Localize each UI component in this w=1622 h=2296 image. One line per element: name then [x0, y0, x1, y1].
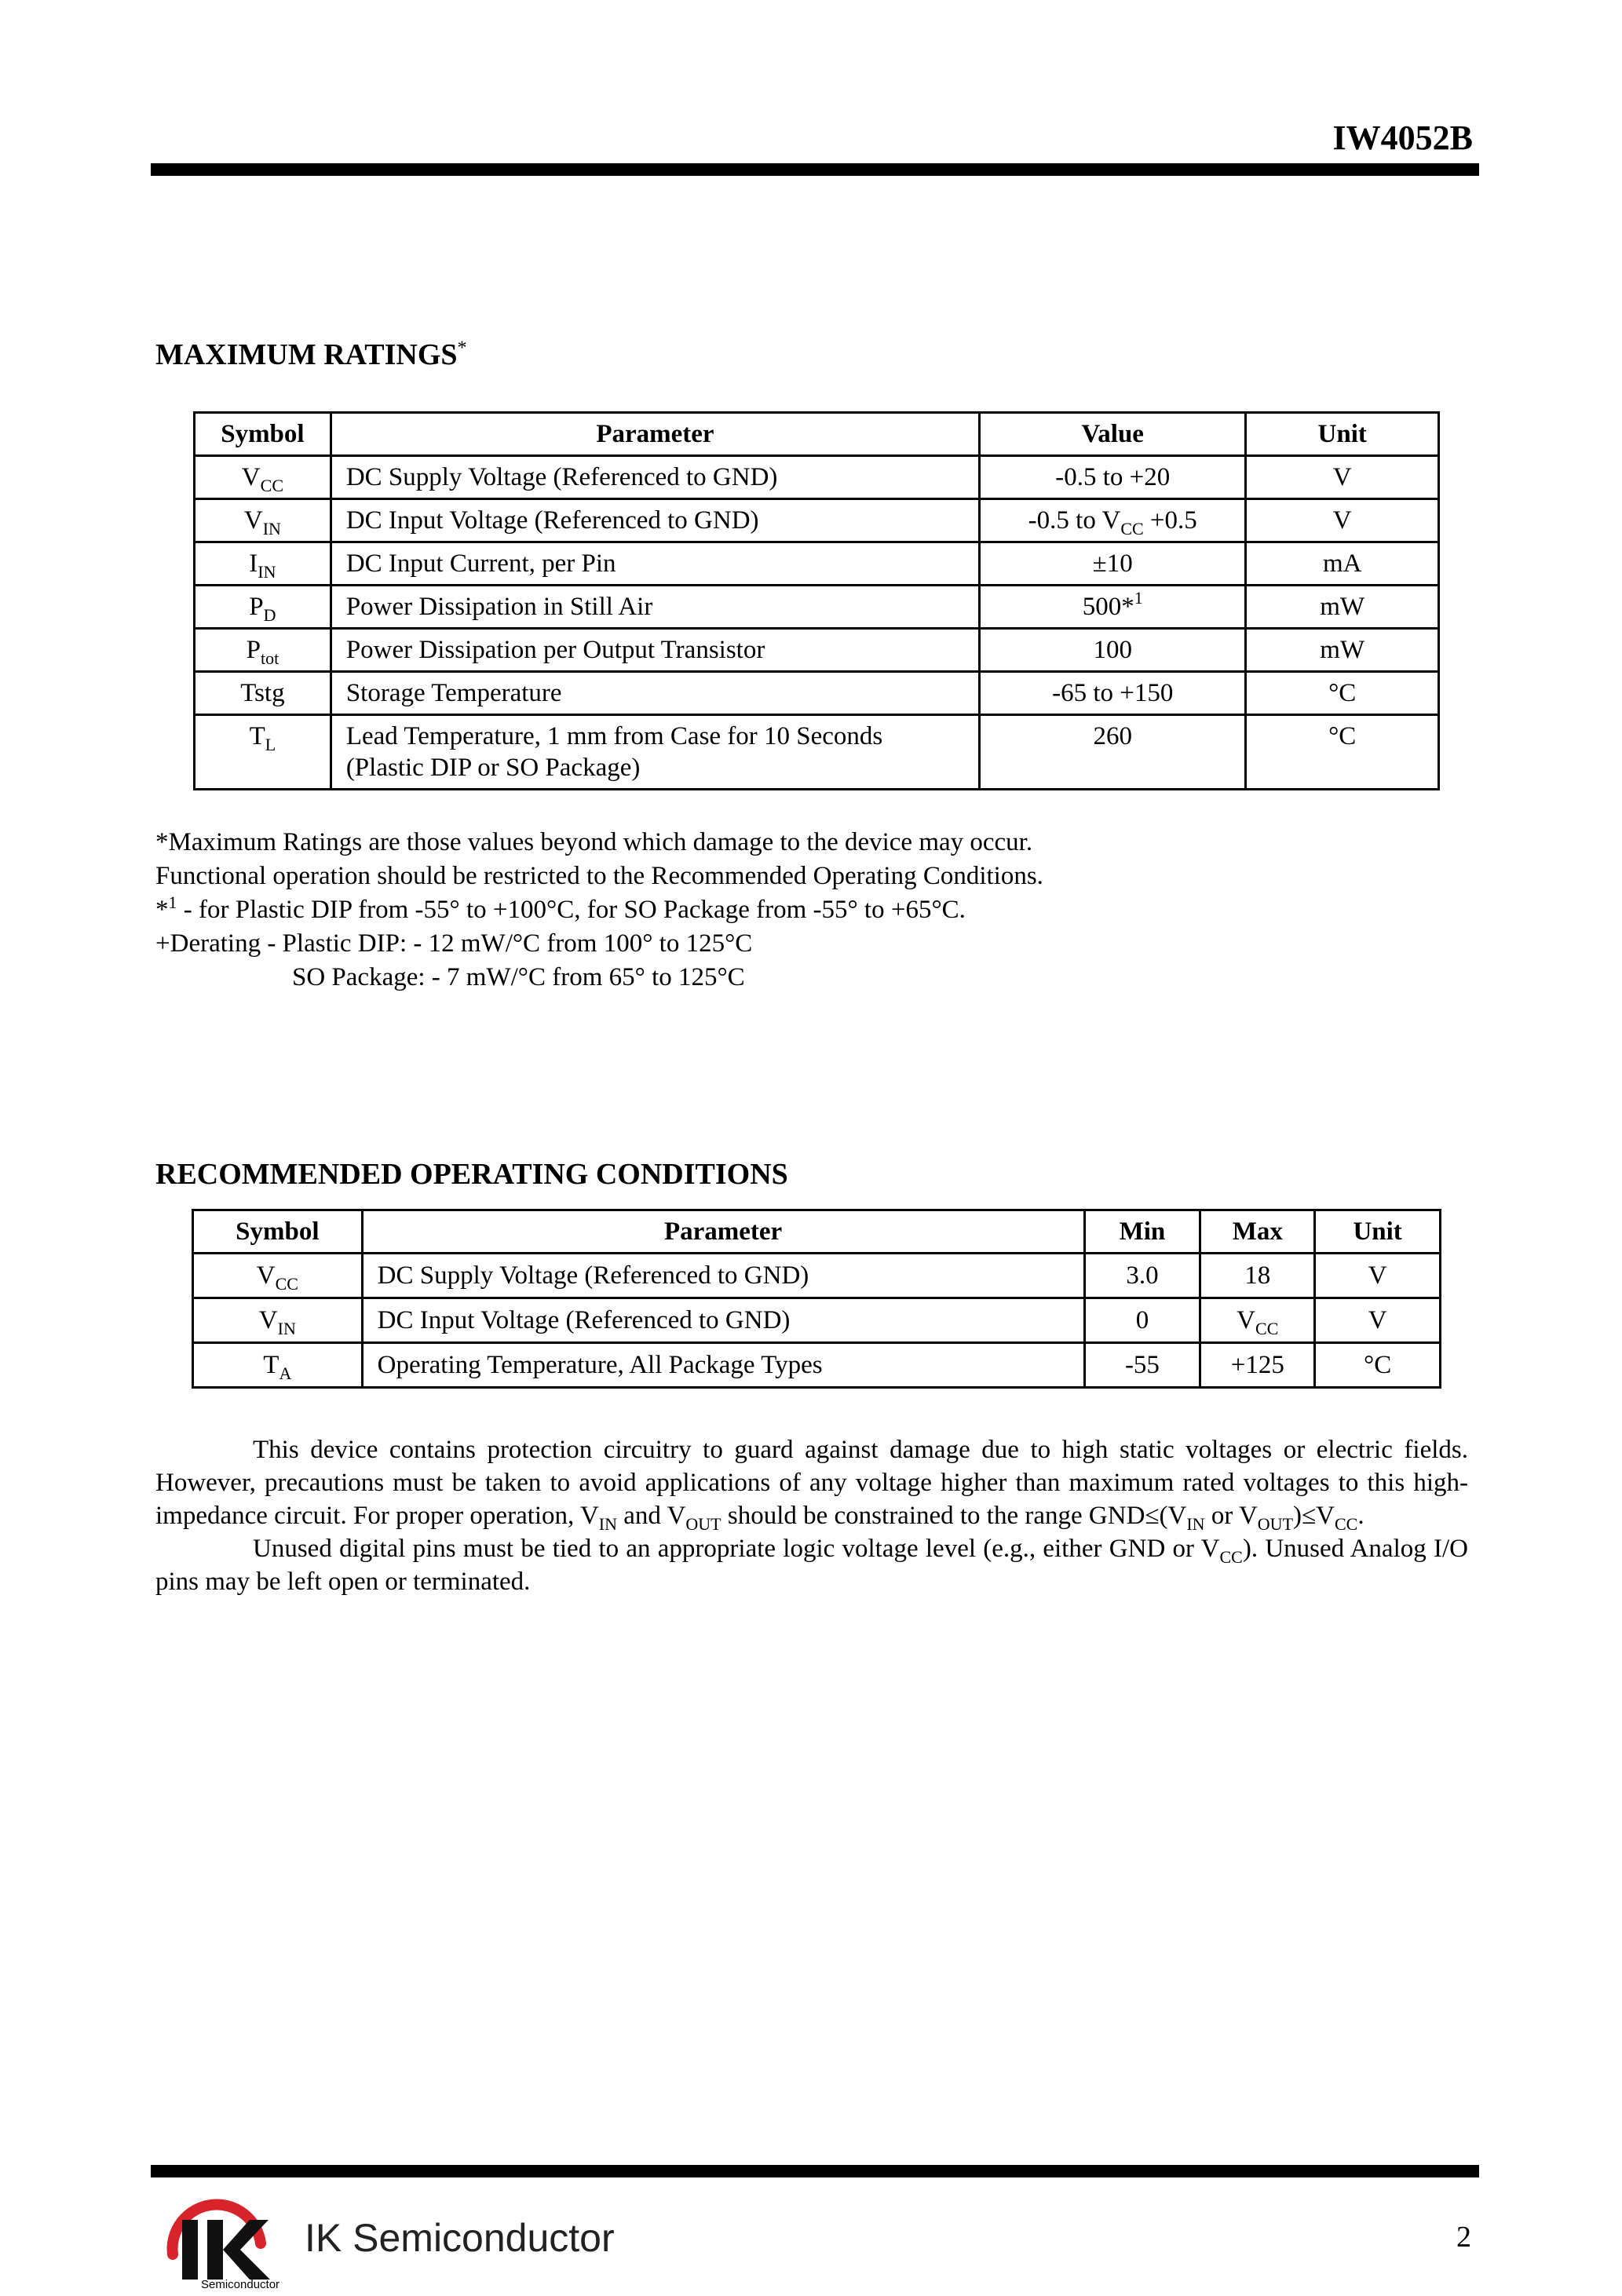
symbol-cell: $T_L$ — [195, 715, 331, 790]
footer-rule — [151, 2165, 1479, 2177]
col-max: Max — [1200, 1210, 1315, 1254]
value-cell: -65 to +150 — [980, 672, 1246, 715]
col-symbol: Symbol — [193, 1210, 363, 1254]
symbol-cell: $P_D$ — [195, 586, 331, 629]
note-line: Functional operation should be restricted to the Recommended Operating Conditions. — [155, 862, 1043, 890]
symbol-cell: $I_{IN}$ — [195, 542, 331, 586]
parameter-cell: Power Dissipation per Output Transistor — [331, 629, 979, 672]
min-cell: 0 — [1084, 1298, 1200, 1343]
description-text — [155, 1433, 1468, 1598]
parameter-cell: DC Input Voltage (Referenced to GND) — [362, 1298, 1084, 1343]
symbol-cell: Tstg — [195, 672, 331, 715]
part-number: IW4052B — [1332, 119, 1473, 157]
symbol-cell: $V_{CC}$ — [193, 1254, 363, 1298]
note-line: SO Package: - 7 mW/°C from 65° to 125°C — [292, 963, 745, 991]
value-cell: 500*$^1$ — [980, 586, 1246, 629]
value-cell: -0.5 to $V_{CC} +0.5$ — [980, 499, 1246, 542]
col-unit: Unit — [1246, 413, 1439, 456]
unit-cell: mW — [1246, 629, 1439, 672]
unit-cell: V — [1315, 1298, 1441, 1343]
min-cell: 3.0 — [1084, 1254, 1200, 1298]
table-row — [195, 542, 1439, 586]
value-cell: -0.5 to +20 — [980, 456, 1246, 499]
col-parameter: Parameter — [331, 413, 979, 456]
min-cell: -55 — [1084, 1343, 1200, 1388]
note-line: *$^1$ - for Plastic DIP from -55° to +100°C, for SO Package from -55° to +65°C. — [155, 892, 966, 924]
max-ratings-heading: MAXIMUM RATINGS* — [155, 338, 467, 371]
paragraph: Unused digital pins must be tied to an appropriate logic voltage level (e.g., either GND or $V_{CC}$). Unused Analog I/O pins may be left open or terminated. — [155, 1535, 1468, 1596]
col-unit: Unit — [1315, 1210, 1441, 1254]
paragraph: This device contains protection circuitry to guard against damage due to high static voltages or electric fields. However, precautions must be taken to avoid applications of any voltage higher than maximum rated voltages to this high-impedance circuit. For proper operation, $V_{IN}$ and $V_{OUT}$ should be constrained to the range $GND\le(V_{IN}$ or $V_{OUT})\le V_{CC}$. — [155, 1436, 1468, 1534]
header-rule — [151, 163, 1479, 176]
symbol-cell: $V_{CC}$ — [195, 456, 331, 499]
symbol-cell: $V_{IN}$ — [193, 1298, 363, 1343]
table-row — [195, 586, 1439, 629]
table-row — [195, 499, 1439, 542]
max-ratings-table — [193, 411, 1440, 790]
table-row — [195, 715, 1439, 790]
parameter-cell: DC Supply Voltage (Referenced to GND) — [331, 456, 979, 499]
page-number: 2 — [1456, 2221, 1471, 2254]
table-row — [195, 629, 1439, 672]
value-cell: 100 — [980, 629, 1246, 672]
symbol-cell: $P_{tot}$ — [195, 629, 331, 672]
max-cell: $V_{CC}$ — [1200, 1298, 1315, 1343]
parameter-cell: Lead Temperature, 1 mm from Case for 10 Seconds (Plastic DIP or SO Package) — [331, 715, 979, 790]
table-row — [193, 1298, 1441, 1343]
table-row — [195, 672, 1439, 715]
parameter-cell: Operating Temperature, All Package Types — [362, 1343, 1084, 1388]
company-logo — [162, 2188, 617, 2292]
note-line: *Maximum Ratings are those values beyond which damage to the device may occur. — [155, 828, 1033, 856]
logo-small-text: Semiconductor — [201, 2278, 280, 2291]
max-ratings-notes — [155, 826, 1043, 995]
rec-conditions-table — [192, 1209, 1441, 1389]
col-min: Min — [1084, 1210, 1200, 1254]
value-cell: ±10 — [980, 542, 1246, 586]
parameter-cell: Power Dissipation in Still Air — [331, 586, 979, 629]
unit-cell: V — [1315, 1254, 1441, 1298]
col-symbol: Symbol — [195, 413, 331, 456]
company-name: IK Semiconductor — [305, 2216, 615, 2260]
unit-cell: V — [1246, 456, 1439, 499]
note-line: +Derating - Plastic DIP: - 12 mW/°C from 100° to 125°C — [155, 929, 753, 958]
table-header-row — [193, 1210, 1441, 1254]
unit-cell: V — [1246, 499, 1439, 542]
table-row — [193, 1254, 1441, 1298]
parameter-cell: Storage Temperature — [331, 672, 979, 715]
table-row — [193, 1343, 1441, 1388]
value-cell: 260 — [980, 715, 1246, 790]
table-header-row — [195, 413, 1439, 456]
unit-cell: mW — [1246, 586, 1439, 629]
symbol-cell: $T_A$ — [193, 1343, 363, 1388]
unit-cell: °C — [1315, 1343, 1441, 1388]
col-value: Value — [980, 413, 1246, 456]
symbol-cell: $V_{IN}$ — [195, 499, 331, 542]
parameter-cell: DC Input Voltage (Referenced to GND) — [331, 499, 979, 542]
unit-cell: °C — [1246, 715, 1439, 790]
table-row — [195, 456, 1439, 499]
col-parameter: Parameter — [362, 1210, 1084, 1254]
parameter-cell: DC Supply Voltage (Referenced to GND) — [362, 1254, 1084, 1298]
unit-cell: mA — [1246, 542, 1439, 586]
max-cell: 18 — [1200, 1254, 1315, 1298]
unit-cell: °C — [1246, 672, 1439, 715]
rec-conditions-heading: RECOMMENDED OPERATING CONDITIONS — [155, 1158, 788, 1191]
parameter-cell: DC Input Current, per Pin — [331, 542, 979, 586]
max-cell: +125 — [1200, 1343, 1315, 1388]
